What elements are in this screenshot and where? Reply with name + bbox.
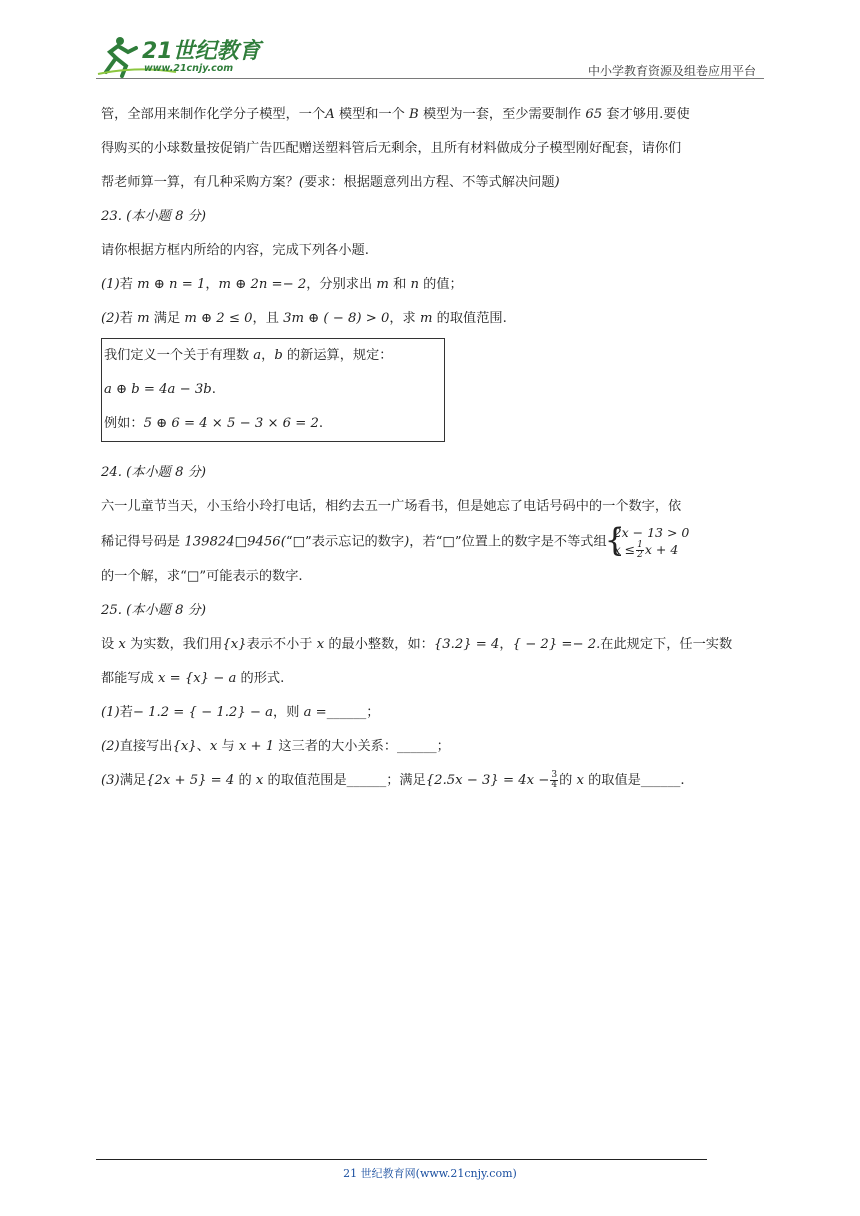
q23-part1: (1)若 m ⊕ n = 1，m ⊕ 2n =− 2，分别求出 m 和 n 的值；: [101, 277, 463, 292]
q25-title: 25. (本小题 8 分): [101, 603, 206, 618]
logo-text: 21世纪教育: [142, 39, 261, 64]
q22-line: 管，全部用来制作化学分子模型，一个A 模型和一个 B 模型为一套，至少需要制作 65 套才够用.要使: [101, 107, 690, 122]
platform-name: 中小学教育资源及组卷应用平台: [587, 64, 756, 78]
q22-line: 帮老师算一算，有几种采购方案？(要求：根据题意列出方程、不等式解决问题): [101, 175, 560, 190]
inequality-system: { 2x − 13 > 0 x ≤ $\frac{1}{2}$ x + 4: [607, 524, 690, 560]
q23-title: 23. (本小题 8 分): [101, 209, 206, 224]
q25-line: 设 x 为实数，我们用{x}表示不小于 x 的最小整数，如：{3.2} = 4，{ − 2} =− 2.在此规定下，任一实数: [101, 637, 733, 652]
q24-title: 24. (本小题 8 分): [101, 465, 206, 480]
q24-line: 六一儿童节当天，小玉给小玲打电话，相约去五一广场看书，但是她忘了电话号码中的一个数字，依: [101, 499, 682, 514]
q24-line: 的一个解，求“□”可能表示的数字.: [101, 569, 303, 584]
q23-part2: (2)若 m 满足 m ⊕ 2 ≤ 0，且 3m ⊕ ( − 8) > 0，求 m 的取值范围.: [101, 311, 507, 326]
definition-box: 我们定义一个关于有理数 a，b 的新运算，规定： a ⊕ b = 4a − 3b. 例如：5 ⊕ 6 = 4 × 5 − 3 × 6 = 2.: [101, 338, 445, 442]
q22-line: 得购买的小球数量按促销广告匹配赠送塑料管后无剩余，且所有材料做成分子模型刚好配套，请你们: [101, 141, 682, 156]
q25-part1: (1)若− 1.2 = { − 1.2} − a，则 a =______；: [101, 705, 380, 720]
header-divider: [96, 78, 764, 79]
logo-url: www.21cnjy.com: [144, 63, 234, 74]
q23-intro: 请你根据方框内所给的内容，完成下列各小题.: [101, 243, 369, 258]
footer-text: 21 世纪教育网(www.21cnjy.com): [343, 1167, 517, 1180]
q25-part3: (3)满足{2x + 5} = 4 的 x 的取值范围是______；满足{2.5x − 3} = 4x − $\frac{3}{4}$ 的 x 的取值是______.: [101, 770, 685, 790]
q25-line: 都能写成 x = {x} − a 的形式.: [101, 671, 285, 686]
q24-line: 稀记得号码是 139824□9456(“□”表示忘记的数字)，若“□”位置上的数字是不等式组 { 2x − 13 > 0 x ≤ $\frac{1}{2}$ x + 4: [101, 524, 763, 560]
footer-divider: [96, 1159, 707, 1160]
page-header: [96, 30, 764, 80]
q25-part2: (2)直接写出{x}、x 与 x + 1 这三者的大小关系：______；: [101, 739, 450, 754]
document-body: [101, 98, 763, 798]
